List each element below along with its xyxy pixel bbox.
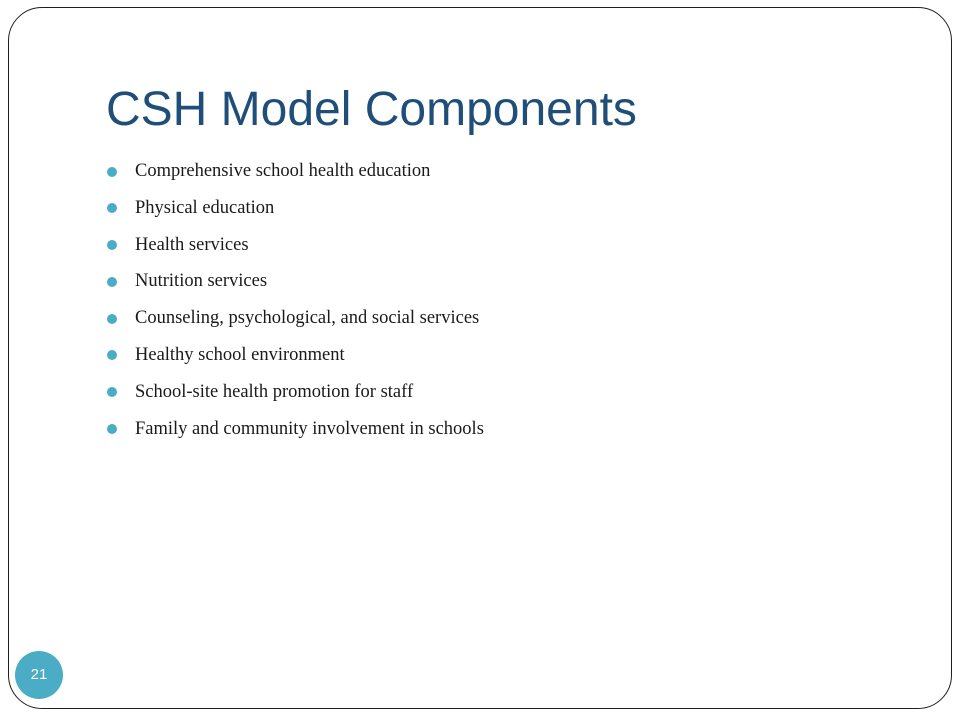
bullet-text: Health services	[135, 234, 249, 255]
bullet-text: School-site health promotion for staff	[135, 381, 414, 402]
list-item	[106, 263, 484, 300]
bullet-icon	[107, 203, 117, 213]
list-item	[106, 300, 484, 337]
page-number-badge: 21	[15, 651, 63, 699]
list-item	[106, 153, 484, 190]
bullet-text: Nutrition services	[135, 271, 268, 292]
list-item	[106, 337, 484, 374]
bullet-icon	[107, 314, 117, 324]
bullet-icon	[107, 350, 117, 360]
bullet-text: Healthy school environment	[135, 344, 345, 365]
bullet-icon	[107, 387, 117, 397]
list-item	[106, 411, 484, 448]
slide-title: CSH Model Components	[106, 83, 637, 136]
bullet-list	[106, 153, 484, 447]
list-item	[106, 374, 484, 411]
bullet-text: Family and community involvement in schools	[135, 418, 484, 439]
bullet-text: Physical education	[135, 197, 275, 218]
bullet-text: Comprehensive school health education	[135, 161, 431, 181]
bullet-icon	[107, 424, 117, 434]
bullet-icon	[107, 167, 117, 177]
list-item	[106, 190, 484, 227]
bullet-text: Counseling, psychological, and social services	[135, 308, 480, 329]
bullet-icon	[107, 277, 117, 287]
list-item	[106, 227, 484, 264]
bullet-icon	[107, 240, 117, 250]
